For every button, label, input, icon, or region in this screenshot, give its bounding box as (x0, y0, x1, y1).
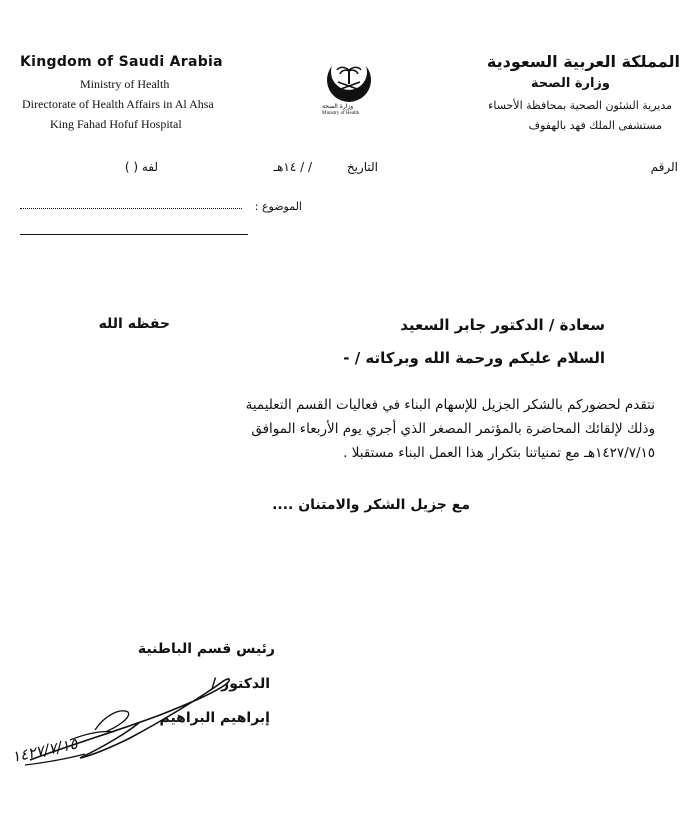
subject-line-1 (20, 208, 242, 209)
salutation: سعادة / الدكتور جابر السعيد (400, 316, 605, 334)
signature-title: رئيس قسم الباطنية (137, 641, 275, 657)
letterhead-en-country: Kingdom of Saudi Arabia (20, 54, 223, 70)
greeting: السلام عليكم ورحمة الله وبركاته / - (343, 349, 605, 367)
letterhead-en-directorate: Directorate of Health Affairs in Al Ahsa (22, 97, 214, 111)
handwritten-signature (10, 660, 260, 780)
letterhead-en-hospital: King Fahad Hofuf Hospital (50, 117, 182, 131)
closing: مع جزيل الشكر والامتنان .... (272, 497, 470, 513)
reference-number-label: الرقم (650, 160, 678, 174)
signature-name: إبراهيم البراهيم (159, 710, 270, 726)
letterhead-en-ministry: Ministry of Health (80, 77, 170, 91)
subject-line-2 (20, 234, 248, 235)
body-line-2: وذلك لإلقائك المحاضرة بالمؤتمر المصغر الذي أجري يوم الأربعاء الموافق (251, 421, 655, 437)
letterhead-ar-directorate: مديرية الشئون الصحية بمحافظة الأحساء (488, 99, 672, 112)
date-label: التاريخ (346, 160, 378, 174)
attachments-label: لفه ( ) (124, 160, 158, 174)
signature-doctor: الدكتور / (211, 676, 270, 692)
subject-label: الموضوع : (254, 200, 302, 213)
letterhead-ar-hospital: مستشفى الملك فهد بالهفوف (528, 119, 662, 132)
honorific: حفظه الله (98, 316, 170, 332)
emblem-caption-ar: وزارة الصحة (322, 103, 354, 110)
date-value: / / ١٤هـ (273, 160, 312, 174)
body-line-3: ١٤٢٧/٧/١٥هـ مع تمنياتنا بتكرار هذا العمل البناء مستقبلا . (343, 445, 655, 461)
letterhead-ar-country: المملكة العربية السعودية (486, 52, 680, 71)
signature-date: ١٤٢٧/٧/١٥ (10, 734, 80, 766)
body-line-1: نتقدم لحضوركم بالشكر الجزيل للإسهام البناء في فعاليات القسم التعليمية (245, 397, 655, 413)
emblem-caption-en: Ministry of Health (322, 111, 360, 116)
letterhead-ar-ministry: وزارة الصحة (530, 76, 610, 91)
